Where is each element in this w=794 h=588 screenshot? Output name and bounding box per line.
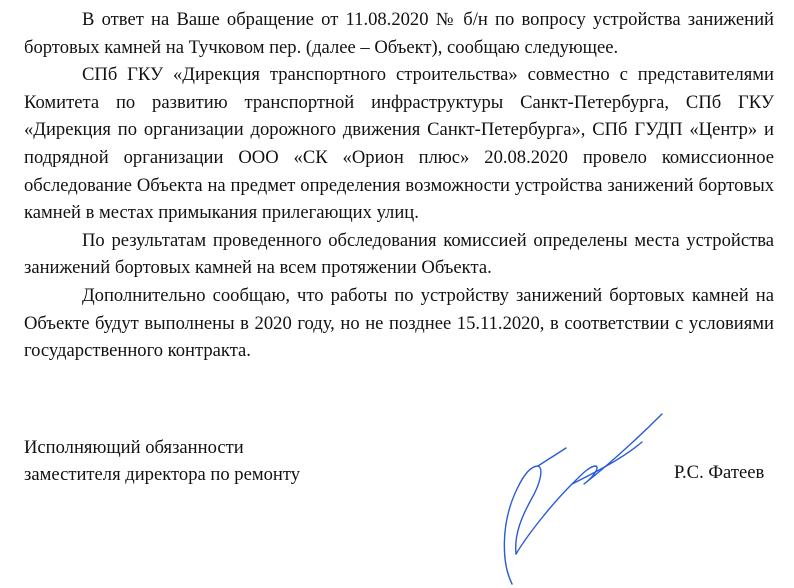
position-line-2: заместителя директора по ремонту	[24, 464, 301, 485]
paragraph-inspection: СПб ГКУ «Дирекция транспортного строительства» совместно с представителями Комитета по развитию транспортной инфраструктуры Санкт-Петербурга, СПб ГКУ «Дирекция по организации дорожного движения Санкт-Петербурга», СПб ГУДП «Центр» и подрядной организации ООО «СК «Орион плюс» 20.08.2020 провело комиссионное обследование Объекта на предмет определения возможности устройства занижений бортовых камней в местах примыкания прилегающих улиц.	[24, 64, 774, 224]
paragraph-intro: В ответ на Ваше обращение от 11.08.2020 № б/н по вопросу устройства занижений бортовых камней на Тучковом пер. (далее – Объект), сообщаю следующее.	[24, 9, 774, 58]
letter-body	[24, 6, 774, 365]
handwritten-signature	[492, 404, 672, 588]
paragraph-schedule: Дополнительно сообщаю, что работы по устройству занижений бортовых камней на Объекте будут выполнены в 2020 году, но не позднее 15.11.2020, в соответствии с условиями государственного контракта.	[24, 284, 774, 362]
position-line-1: Исполняющий обязанности	[24, 437, 244, 458]
signatory-position	[24, 434, 300, 488]
paragraph-results: По результатам проведенного обследования комиссией определены места устройства занижений бортовых камней на всем протяжении Объекта.	[24, 229, 774, 279]
signer-name: Р.С. Фатеев	[674, 462, 765, 483]
